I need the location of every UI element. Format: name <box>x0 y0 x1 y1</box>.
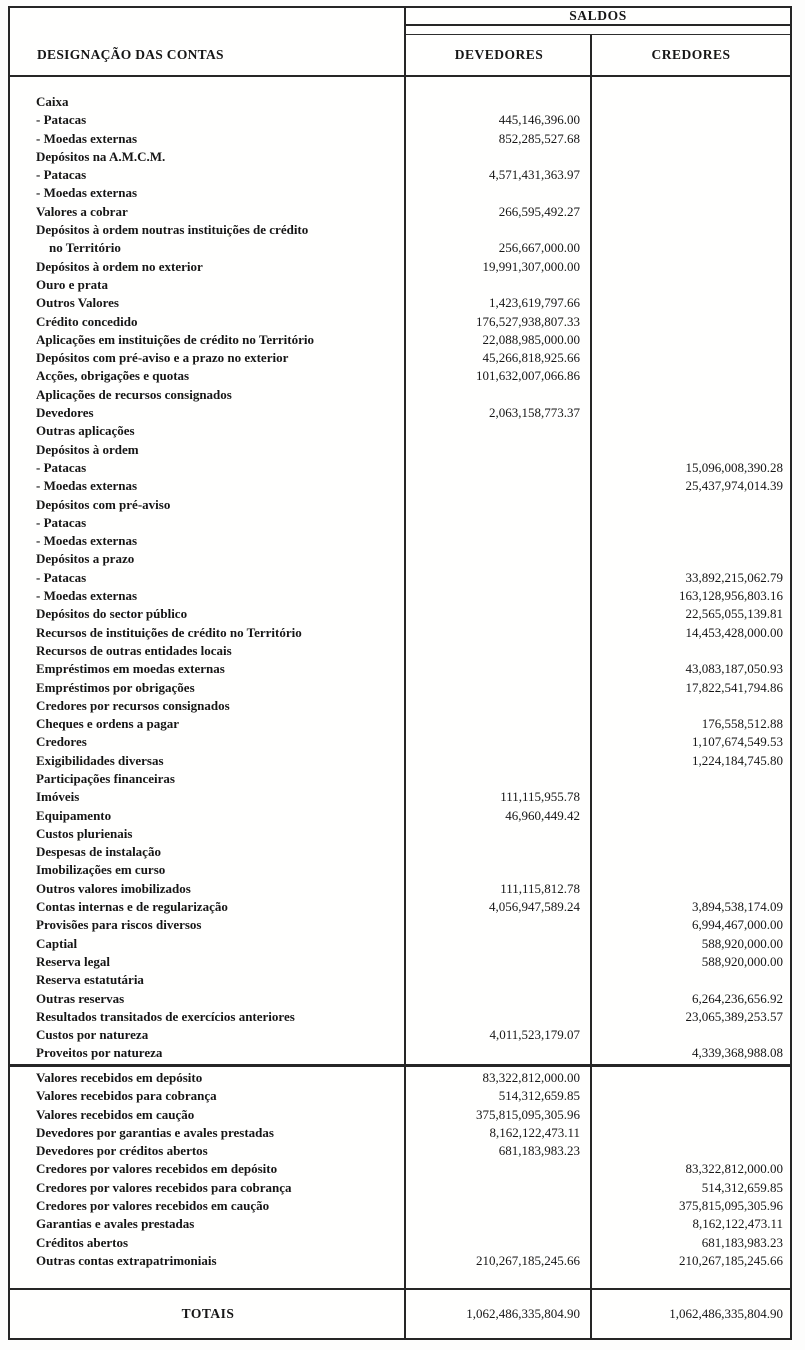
table-row <box>10 843 790 861</box>
credores-value: 1,107,674,549.53 <box>692 734 783 750</box>
account-label: Recursos de outras entidades locais <box>36 642 232 658</box>
account-label: Depósitos do sector público <box>36 606 188 622</box>
credores-value <box>592 239 790 257</box>
devedores-value: 46,960,449.42 <box>505 807 580 823</box>
devedores-value <box>406 477 592 495</box>
devedores-value <box>406 660 592 678</box>
devedores-value <box>406 642 592 660</box>
devedores-value: 45,266,818,925.66 <box>482 350 580 366</box>
credores-value <box>592 130 790 148</box>
table-row <box>10 990 790 1008</box>
table-row <box>10 679 790 697</box>
devedores-value <box>406 276 592 294</box>
devedores-value: 375,815,095,305.96 <box>476 1106 580 1122</box>
account-label: Devedores por garantias e avales prestadas <box>36 1124 274 1140</box>
devedores-value: 681,183,983.23 <box>498 1143 580 1159</box>
credores-value <box>592 349 790 367</box>
table-row <box>10 825 790 843</box>
devedores-value: 111,115,812.78 <box>500 880 580 896</box>
table-row <box>10 459 790 477</box>
credores-value: 23,065,389,253.57 <box>685 1008 783 1024</box>
account-label: Aplicações de recursos consignados <box>36 386 232 402</box>
devedores-value <box>406 971 592 989</box>
extrapatrimonial-rows-section <box>10 1067 790 1288</box>
account-label: Resultados transitados de exercícios anteriores <box>36 1008 295 1024</box>
account-label: Aplicações em instituições de crédito no Território <box>36 331 315 347</box>
account-label: no Território <box>49 240 121 256</box>
credores-value <box>592 1142 790 1160</box>
table-row <box>10 642 790 660</box>
credores-value: 22,565,055,139.81 <box>685 606 783 622</box>
account-label: Valores recebidos em depósito <box>36 1070 203 1085</box>
devedores-value <box>406 459 592 477</box>
account-label: Empréstimos por obrigações <box>36 679 195 695</box>
table-row <box>10 148 790 166</box>
totals-label: TOTAIS <box>181 1306 235 1321</box>
table-row <box>10 477 790 495</box>
devedores-value <box>406 935 592 953</box>
table-row <box>10 916 790 934</box>
table-row <box>10 221 790 239</box>
account-label: Credores por recursos consignados <box>36 697 230 713</box>
account-label: Outros valores imobilizados <box>36 880 191 896</box>
table-row <box>10 1179 790 1197</box>
devedores-value: 8,162,122,473.11 <box>489 1124 580 1140</box>
table-row <box>10 715 790 733</box>
devedores-credores-divider-line <box>590 35 592 1338</box>
credores-value: 43,083,187,050.93 <box>685 661 783 677</box>
account-label: Outras aplicações <box>36 423 135 439</box>
credores-value <box>592 514 790 532</box>
table-row <box>10 93 790 111</box>
totals-row <box>10 1288 790 1338</box>
credores-value <box>592 550 790 568</box>
table-row <box>10 532 790 550</box>
table-row <box>10 258 790 276</box>
table-row <box>10 1252 790 1270</box>
table-row <box>10 313 790 331</box>
devedores-value: 852,285,527.68 <box>498 130 580 146</box>
account-label: Custos por natureza <box>36 1027 149 1043</box>
credores-value: 6,264,236,656.92 <box>692 990 783 1006</box>
header-gap-band <box>406 26 790 35</box>
account-label: - Patacas <box>36 569 87 585</box>
credores-value <box>592 861 790 879</box>
account-label: Imóveis <box>36 789 80 805</box>
credores-value <box>592 1124 790 1142</box>
table-row <box>10 1044 790 1062</box>
table-row <box>10 184 790 202</box>
account-label: Recursos de instituições de crédito no Território <box>36 624 302 640</box>
devedores-value <box>406 1234 592 1252</box>
table-row <box>10 861 790 879</box>
account-label: Caixa <box>36 94 69 109</box>
credores-value: 163,128,956,803.16 <box>679 588 783 604</box>
credores-value <box>592 111 790 129</box>
devedores-value <box>406 697 592 715</box>
account-label: Créditos abertos <box>36 1234 129 1250</box>
credores-value: 1,224,184,745.80 <box>692 752 783 768</box>
credores-value: 33,892,215,062.79 <box>685 569 783 585</box>
table-row <box>10 971 790 989</box>
credores-value: 17,822,541,794.86 <box>685 679 783 695</box>
account-label: - Patacas <box>36 167 87 183</box>
table-row <box>10 788 790 806</box>
table-row <box>10 660 790 678</box>
totals-credores-value: 1,062,486,335,804.90 <box>669 1306 783 1321</box>
table-row <box>10 514 790 532</box>
devedores-value <box>406 752 592 770</box>
devedores-value <box>406 624 592 642</box>
table-header <box>10 8 790 77</box>
credores-value <box>592 788 790 806</box>
devedores-value: 1,423,619,797.66 <box>489 295 580 311</box>
devedores-value <box>406 1008 592 1026</box>
account-label: Garantias e avales prestadas <box>36 1216 195 1232</box>
table-row <box>10 1106 790 1124</box>
credores-value: 588,920,000.00 <box>701 935 783 951</box>
devedores-value <box>406 825 592 843</box>
credores-value <box>592 93 790 111</box>
credores-value: 8,162,122,473.11 <box>692 1216 783 1232</box>
account-label: Crédito concedido <box>36 313 138 329</box>
devedores-value <box>406 532 592 550</box>
credores-value <box>592 203 790 221</box>
credores-value <box>592 294 790 312</box>
devedores-value: 101,632,007,066.86 <box>476 368 580 384</box>
devedores-value: 445,146,396.00 <box>498 112 580 128</box>
table-row <box>10 1215 790 1233</box>
credores-value <box>592 331 790 349</box>
devedores-value <box>406 496 592 514</box>
credores-value <box>592 1087 790 1105</box>
devedores-value: 4,571,431,363.97 <box>489 167 580 183</box>
account-label: Depósitos à ordem noutras instituições de crédito <box>36 222 309 238</box>
devedores-value <box>406 386 592 404</box>
table-row <box>10 349 790 367</box>
account-label: - Patacas <box>36 112 87 128</box>
table-row <box>10 1069 790 1087</box>
table-row <box>10 587 790 605</box>
credores-column-header: CREDORES <box>651 47 731 62</box>
credores-value <box>592 276 790 294</box>
credores-value <box>592 697 790 715</box>
credores-value <box>592 1106 790 1124</box>
devedores-value <box>406 93 592 111</box>
account-label: Exigibilidades diversas <box>36 752 164 768</box>
devedores-value <box>406 843 592 861</box>
table-row <box>10 550 790 568</box>
credores-value: 6,994,467,000.00 <box>692 917 783 933</box>
account-label: Credores por valores recebidos em depósito <box>36 1161 278 1177</box>
credores-value <box>592 258 790 276</box>
account-label: Outras contas extrapatrimoniais <box>36 1252 217 1268</box>
account-label: Credores <box>36 734 87 750</box>
main-rows-section <box>10 77 790 1064</box>
devedores-value <box>406 550 592 568</box>
account-label: Provisões para riscos diversos <box>36 917 202 933</box>
table-row <box>10 935 790 953</box>
devedores-value <box>406 587 592 605</box>
account-label: Participações financeiras <box>36 770 175 786</box>
account-label: Ouro e prata <box>36 276 108 292</box>
credores-value <box>592 367 790 385</box>
account-label: Depósitos à ordem no exterior <box>36 258 203 274</box>
credores-value: 14,453,428,000.00 <box>685 624 783 640</box>
devedores-column-header: DEVEDORES <box>454 47 544 62</box>
table-row <box>10 1026 790 1044</box>
devedores-value <box>406 569 592 587</box>
credores-value <box>592 807 790 825</box>
account-label: Depósitos com pré-aviso <box>36 496 171 512</box>
devedores-value <box>406 916 592 934</box>
credores-value: 514,312,659.85 <box>701 1179 783 1195</box>
account-label: Valores a cobrar <box>36 203 128 219</box>
account-label: Proveitos por natureza <box>36 1045 163 1061</box>
table-row <box>10 1142 790 1160</box>
table-row <box>10 807 790 825</box>
devedores-value <box>406 1160 592 1178</box>
devedores-value: 22,088,985,000.00 <box>482 331 580 347</box>
devedores-value <box>406 715 592 733</box>
saldos-header: SALDOS <box>406 8 790 26</box>
account-label: Despesas de instalação <box>36 844 161 860</box>
totals-devedores-value: 1,062,486,335,804.90 <box>466 1306 580 1321</box>
devedores-value <box>406 1215 592 1233</box>
account-label: Devedores por créditos abertos <box>36 1143 208 1159</box>
credores-value: 210,267,185,245.66 <box>679 1252 783 1268</box>
devedores-value <box>406 679 592 697</box>
account-label: Devedores <box>36 405 94 421</box>
account-label: Custos plurienais <box>36 825 133 841</box>
credores-value <box>592 166 790 184</box>
credores-value <box>592 422 790 440</box>
devedores-value <box>406 184 592 202</box>
table-row <box>10 386 790 404</box>
account-label: - Patacas <box>36 514 87 530</box>
table-row <box>10 569 790 587</box>
table-row <box>10 367 790 385</box>
account-label: Depósitos com pré-aviso e a prazo no exterior <box>36 350 289 366</box>
account-label: - Moedas externas <box>36 588 138 604</box>
balance-sheet-table <box>8 6 792 1340</box>
table-row <box>10 1197 790 1215</box>
devedores-value: 176,527,938,807.33 <box>476 313 580 329</box>
table-row <box>10 404 790 422</box>
table-row <box>10 294 790 312</box>
devedores-value <box>406 1044 592 1062</box>
credores-value <box>592 843 790 861</box>
account-label: Outras reservas <box>36 990 125 1006</box>
credores-value: 4,339,368,988.08 <box>692 1045 783 1061</box>
devedores-value: 4,056,947,589.24 <box>489 899 580 915</box>
account-label: - Moedas externas <box>36 130 138 146</box>
devedores-value <box>406 605 592 623</box>
table-row <box>10 1160 790 1178</box>
devedores-value: 256,667,000.00 <box>498 240 580 256</box>
devedores-value: 210,267,185,245.66 <box>476 1252 580 1268</box>
account-label: - Moedas externas <box>36 185 138 201</box>
devedores-value <box>406 148 592 166</box>
subheader-row <box>406 35 790 75</box>
account-label: Credores por valores recebidos em caução <box>36 1198 270 1214</box>
label-column-divider-line <box>404 8 406 1338</box>
devedores-value <box>406 733 592 751</box>
account-label: Acções, obrigações e quotas <box>36 368 190 384</box>
devedores-value <box>406 953 592 971</box>
table-row <box>10 1234 790 1252</box>
account-label: Contas internas e de regularização <box>36 899 228 915</box>
account-label: Empréstimos em moedas externas <box>36 661 225 677</box>
table-row <box>10 697 790 715</box>
devedores-value: 111,115,955.78 <box>500 789 580 805</box>
table-row <box>10 624 790 642</box>
devedores-value <box>406 221 592 239</box>
account-label: Reserva legal <box>36 953 111 969</box>
credores-value <box>592 221 790 239</box>
credores-value <box>592 404 790 422</box>
account-label: - Patacas <box>36 459 87 475</box>
table-row <box>10 276 790 294</box>
credores-value: 25,437,974,014.39 <box>685 478 783 494</box>
devedores-value <box>406 1197 592 1215</box>
table-row <box>10 1087 790 1105</box>
account-label: Captial <box>36 935 78 951</box>
devedores-value: 514,312,659.85 <box>498 1088 580 1104</box>
credores-value <box>592 642 790 660</box>
account-label: Credores por valores recebidos para cobrança <box>36 1179 292 1195</box>
table-row <box>10 880 790 898</box>
credores-value: 83,322,812,000.00 <box>685 1161 783 1177</box>
saldos-header-group <box>406 8 790 75</box>
devedores-value <box>406 861 592 879</box>
devedores-value <box>406 441 592 459</box>
credores-value <box>592 441 790 459</box>
account-label: Equipamento <box>36 807 112 823</box>
table-row <box>10 733 790 751</box>
credores-value <box>592 532 790 550</box>
devedores-value <box>406 990 592 1008</box>
table-row <box>10 953 790 971</box>
credores-value <box>592 1069 790 1087</box>
table-row <box>10 752 790 770</box>
credores-value <box>592 825 790 843</box>
table-row <box>10 770 790 788</box>
credores-value: 588,920,000.00 <box>701 953 783 969</box>
table-row <box>10 898 790 916</box>
credores-value: 15,096,008,390.28 <box>685 459 783 475</box>
devedores-value: 266,595,492.27 <box>498 203 580 219</box>
table-row <box>10 166 790 184</box>
table-row <box>10 1124 790 1142</box>
account-label: - Moedas externas <box>36 533 138 549</box>
devedores-value <box>406 770 592 788</box>
table-row <box>10 422 790 440</box>
credores-value <box>592 496 790 514</box>
credores-value <box>592 148 790 166</box>
table-row <box>10 605 790 623</box>
credores-value <box>592 880 790 898</box>
table-row <box>10 1008 790 1026</box>
account-label: Depósitos à ordem <box>36 441 139 457</box>
credores-value <box>592 1026 790 1044</box>
table-row <box>10 239 790 257</box>
account-label: Depósitos na A.M.C.M. <box>36 148 166 164</box>
devedores-value <box>406 422 592 440</box>
table-row <box>10 441 790 459</box>
credores-value <box>592 184 790 202</box>
devedores-value <box>406 514 592 532</box>
devedores-value <box>406 1179 592 1197</box>
credores-value <box>592 971 790 989</box>
account-label: Reserva estatutária <box>36 972 144 988</box>
account-label: - Moedas externas <box>36 478 138 494</box>
credores-value <box>592 386 790 404</box>
devedores-value: 83,322,812,000.00 <box>482 1070 580 1085</box>
credores-value: 3,894,538,174.09 <box>692 899 783 915</box>
table-row <box>10 111 790 129</box>
credores-value: 681,183,983.23 <box>701 1234 783 1250</box>
table-row <box>10 130 790 148</box>
account-label: Imobilizações em curso <box>36 862 166 878</box>
table-row <box>10 496 790 514</box>
account-label: Outros Valores <box>36 295 119 311</box>
account-label: Depósitos a prazo <box>36 551 135 567</box>
account-label: Cheques e ordens a pagar <box>36 716 180 732</box>
devedores-value: 4,011,523,179.07 <box>489 1027 580 1043</box>
credores-value: 176,558,512.88 <box>701 716 783 732</box>
credores-value: 375,815,095,305.96 <box>679 1198 783 1214</box>
credores-value <box>592 770 790 788</box>
credores-value <box>592 313 790 331</box>
accounts-designation-header: DESIGNAÇÃO DAS CONTAS <box>37 47 224 62</box>
devedores-value: 19,991,307,000.00 <box>482 258 580 274</box>
account-label: Valores recebidos para cobrança <box>36 1088 217 1104</box>
account-label: Valores recebidos em caução <box>36 1106 195 1122</box>
table-row <box>10 203 790 221</box>
table-row <box>10 331 790 349</box>
devedores-value: 2,063,158,773.37 <box>489 405 580 421</box>
